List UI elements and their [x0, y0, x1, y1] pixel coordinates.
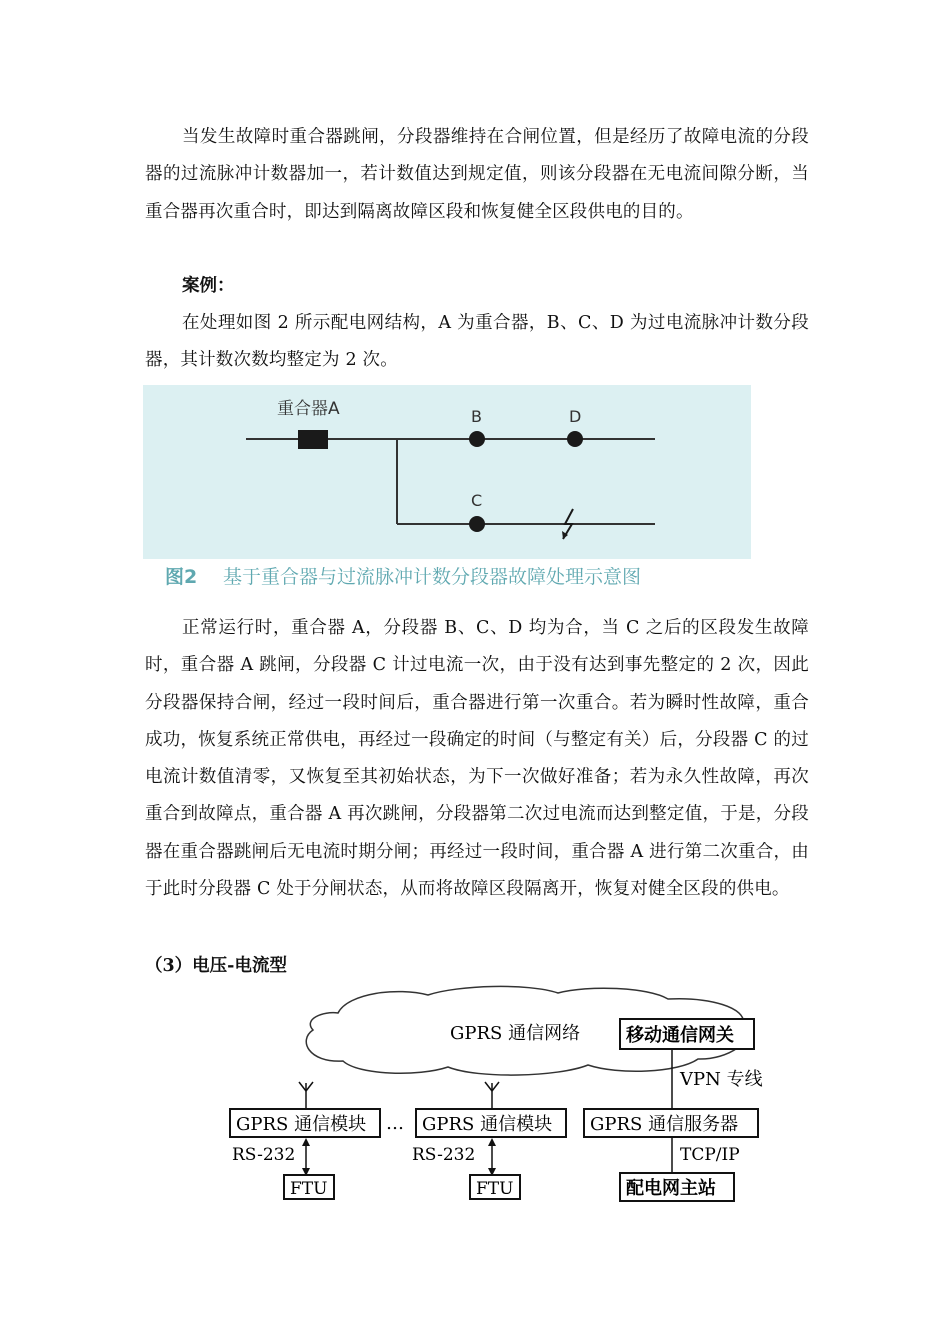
- section-3-heading: （3）电压-电流型: [145, 956, 287, 976]
- antenna-icon: [485, 1082, 499, 1109]
- paragraph-operation-process: 正常运行时，重合器 A，分段器 B、C、D 均为合，当 C 之后的区段发生故障时，重合器 A 跳闸，分段器 C 计过电流一次，由于没有达到事先整定的 2 次，因此分段器保持合闸，经过一段时间后，重合器进行第一次重合。若为瞬时性故障，重合成功，恢复系统正常供电，再经过一段确定的时间（与整定有关）后，分段器 C 的过电流计数值清零，又恢复至其初始状态，为下一次做好准备；若为永久性故障，再次重合到故障点，重合器 A 再次跳闸，分段器第二次过电流而达到整定值，于是，分段器在重合器跳闸后无电流时期分闸；再经过一段时间，重合器 A 进行第二次重合，由于此时分段器 C 处于分闸状态，从而将故障区段隔离开，恢复对健全区段的供电。: [145, 618, 809, 900]
- antenna-icon: [299, 1082, 313, 1109]
- rs232-label-1: RS-232: [232, 1145, 296, 1165]
- figure-3-diagram: [228, 985, 788, 1205]
- recloser-a-label: 重合器A: [277, 399, 340, 419]
- master-station-label: 配电网主站: [626, 1178, 716, 1199]
- sectionalizer-c-symbol: [469, 516, 485, 532]
- sectionalizer-d-symbol: [567, 431, 583, 447]
- sectionalizer-b-symbol: [469, 431, 485, 447]
- sectionalizer-c-label: C: [471, 491, 483, 510]
- sectionalizer-b-label: B: [471, 407, 482, 426]
- figure-2-background: [143, 385, 751, 559]
- figure-2-diagram: [143, 385, 751, 595]
- gprs-module-2-label: GPRS 通信模块: [422, 1114, 553, 1135]
- gprs-network-label: GPRS 通信网络: [450, 1023, 581, 1044]
- gprs-server-label: GPRS 通信服务器: [590, 1114, 739, 1135]
- paragraph-recloser-principle: 当发生故障时重合器跳闸，分段器维持在合闸位置，但是经历了故障电流的分段器的过流脉冲计数器加一，若计数值达到规定值，则该分段器在无电流间隙分断，当重合器再次重合时，即达到隔离故障区段和恢复健全区段供电的目的。: [145, 127, 809, 222]
- rs232-arrow-2: [488, 1138, 496, 1176]
- figure-2-caption-number: 图2: [165, 566, 198, 588]
- case-heading: 案例：: [182, 276, 235, 296]
- vpn-label: VPN 专线: [680, 1069, 763, 1090]
- figure-2-caption-text: 基于重合器与过流脉冲计数分段器故障处理示意图: [223, 566, 642, 588]
- ftu-1-label: FTU: [290, 1179, 328, 1199]
- recloser-a-symbol: [298, 430, 328, 449]
- ftu-2-label: FTU: [476, 1179, 514, 1199]
- gprs-module-1-label: GPRS 通信模块: [236, 1114, 367, 1135]
- mobile-gateway-label: 移动通信网关: [626, 1025, 734, 1046]
- rs232-label-2: RS-232: [412, 1145, 476, 1165]
- paragraph-case-intro: 在处理如图 2 所示配电网结构，A 为重合器，B、C、D 为过电流脉冲计数分段器，其计数次数均整定为 2 次。: [145, 313, 809, 371]
- sectionalizer-d-label: D: [569, 407, 582, 426]
- tcpip-label: TCP/IP: [680, 1145, 740, 1165]
- ellipsis-label: …: [386, 1113, 404, 1134]
- rs232-arrow-1: [302, 1138, 310, 1176]
